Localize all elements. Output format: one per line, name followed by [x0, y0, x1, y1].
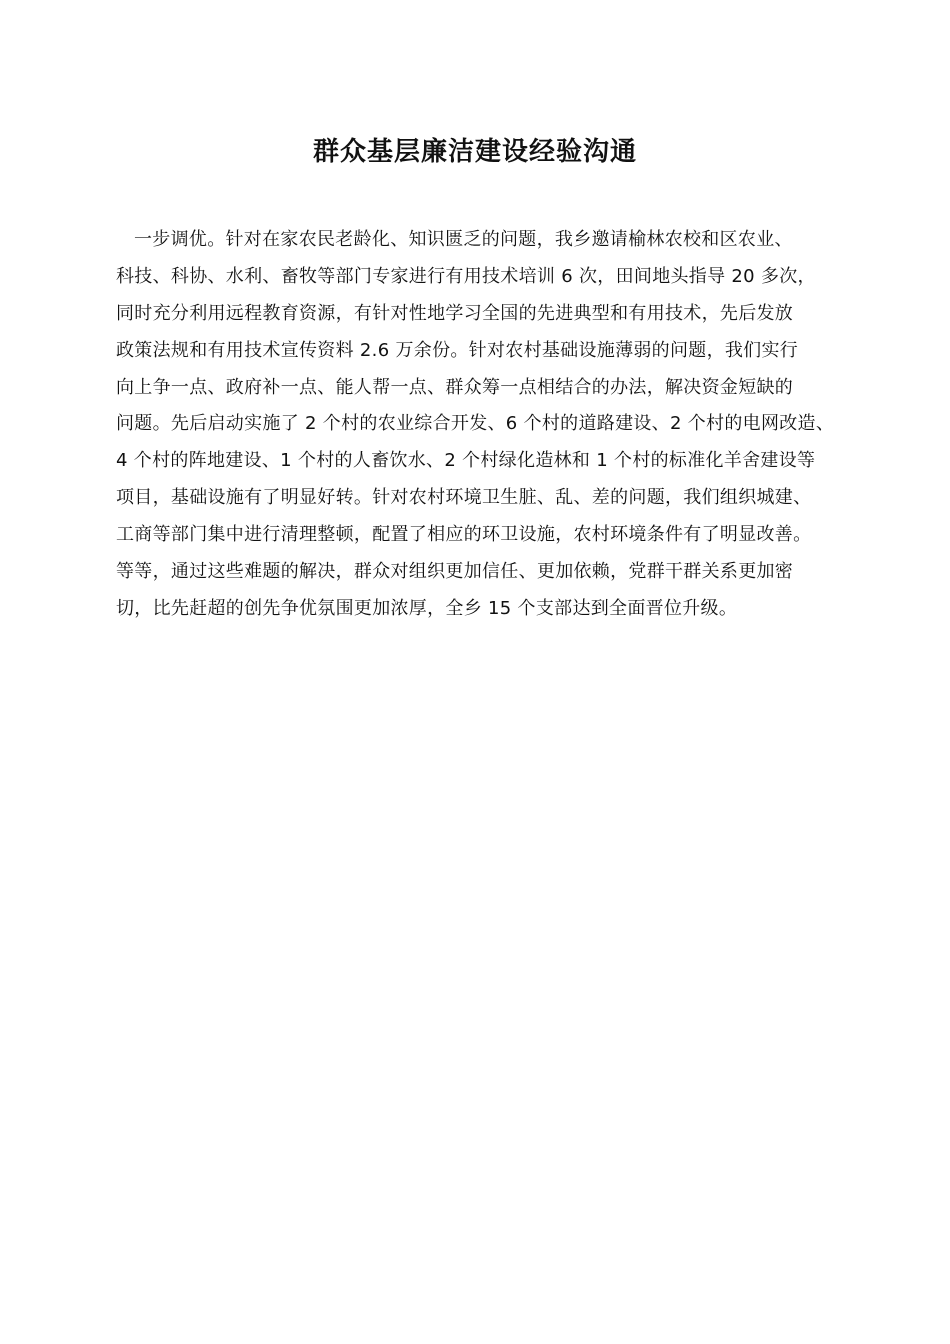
paragraph-line: 一步调优。针对在家农民老龄化、知识匮乏的问题，我乡邀请榆林农校和区农业、 — [134, 229, 793, 250]
paragraph-line: 切，比先赶超的创先争优氛围更加浓厚，全乡 15 个支部达到全面晋位升级。 — [116, 597, 738, 619]
paragraph-line: 等等，通过这些难题的解决，群众对组织更加信任、更加依赖，党群干群关系更加密 — [116, 561, 794, 583]
body-paragraph — [116, 222, 856, 628]
paragraph-line: 工商等部门集中进行清理整顿，配置了相应的环卫设施，农村环境条件有了明显改善。 — [116, 524, 812, 546]
paragraph-line: 政策法规和有用技术宣传资料 2.6 万余份。针对农村基础设施薄弱的问题，我们实行 — [116, 339, 799, 361]
document-title: 群众基层廉洁建设经验沟通 — [312, 137, 637, 167]
paragraph-line: 同时充分利用远程教育资源，有针对性地学习全国的先进典型和有用技术，先后发放 — [116, 302, 794, 324]
paragraph-line: 向上争一点、政府补一点、能人帮一点、群众筹一点相结合的办法，解决资金短缺的 — [116, 376, 794, 398]
paragraph-line: 项目，基础设施有了明显好转。针对农村环境卫生脏、乱、差的问题，我们组织城建、 — [116, 487, 812, 509]
paragraph-line: 4 个村的阵地建设、1 个村的人畜饮水、2 个村绿化造林和 1 个村的标准化羊舍建设等 — [116, 450, 816, 472]
paragraph-line: 问题。先后启动实施了 2 个村的农业综合开发、6 个村的道路建设、2 个村的电网改造、 — [116, 413, 835, 435]
paragraph-line: 科技、科协、水利、畜牧等部门专家进行有用技术培训 6 次，田间地头指导 20 多次， — [116, 265, 816, 287]
